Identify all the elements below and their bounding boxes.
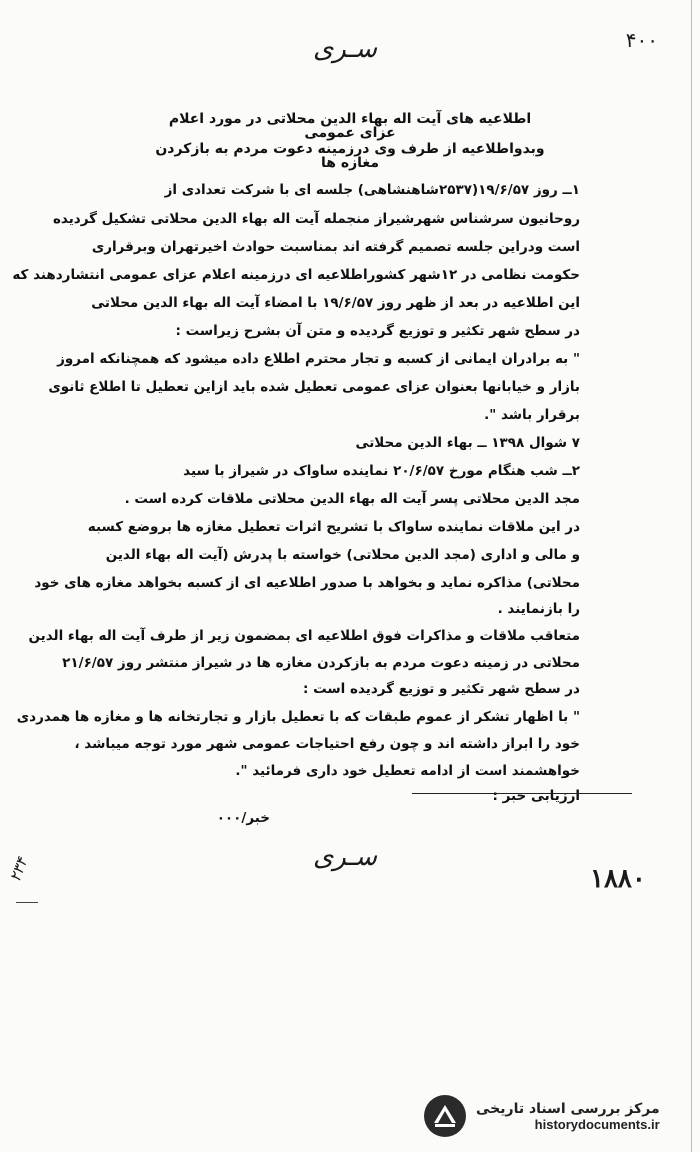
corner-mark: ۴۰۰ [625,28,658,52]
body-line: در سطح شهر تکثیر و توزیع گردیده است : [303,681,580,697]
document-title-line-1: اطلاعیه های آیت اله بهاء الدین محلاتی در مورد اعلام عزای عمومی [168,111,532,141]
body-line: را بازنمایند . [497,601,580,617]
body-line: " به برادران ایمانی از کسبه و تجار محترم اطلاع داده میشود که همچنانکه امروز [57,351,580,367]
body-line: محلاتی در زمینه دعوت مردم به بازکردن مغازه ها در شیراز منتشر روز ۲۱/۶/۵۷ [62,655,580,671]
body-line: است ودراین جلسه تصمیم گرفته اند بمناسبت حوادث اخیرتهران وبرقراری [91,239,580,255]
margin-mark [16,902,38,903]
body-line: حکومت نظامی در ۱۲شهر کشوراطلاعیه ای درزمینه اعلام عزای عمومی انتشاردهند که [12,267,580,283]
watermark [422,1090,682,1142]
body-line: در سطح شهر تکثیر و توزیع گردیده و متن آن بشرح زیراست : [175,323,580,339]
body-line: خواهشمند است از ادامه تعطیل خود داری فرمائید ". [235,763,580,779]
body-line: و مالی و اداری (مجد الدین محلاتی) خواسته با پدرش (آیت اله بهاء الدین [105,547,580,563]
body-line: در این ملاقات نماینده ساواک با تشریح اثرات تعطیل مغازه ها بروضع کسبه [87,519,580,535]
document-title-line-2: وبدواطلاعیه از طرف وی درزمینه دعوت مردم به بازکردن مغازه ها [155,141,545,171]
body-line: این اطلاعیه در بعد از ظهر روز ۱۹/۶/۵۷ با امضاء آیت اله بهاء الدین محلاتی [91,295,580,311]
page-edge-line [691,0,692,1152]
body-line: متعاقب ملاقات و مذاکرات فوق اطلاعیه ای بمضمون زیر از طرف آیت اله بهاء الدین [28,628,580,644]
body-line: خود را ابراز داشته اند و چون رفع احتیاجات عمومی شهر مورد توجه میباشد ، [74,736,580,752]
classification-bottom: سـری [312,842,378,872]
margin-note: ۲۳۴ [6,855,32,885]
footer-label: خبر/۰۰۰ [216,810,270,826]
body-line: مجد الدین محلاتی پسر آیت اله بهاء الدین محلاتی ملاقات کرده است . [124,491,580,507]
watermark-url: historydocuments.ir [534,1116,660,1132]
body-line: ۱ــ روز ۱۹/۶/۵۷(۲۵۳۷شاهنشاهی) جلسه ای با شرکت تعدادی از [164,182,580,198]
body-line: ۷ شوال ۱۳۹۸ ــ بهاء الدین محلاتی [355,435,580,451]
body-line: روحانیون سرشناس شهرشیراز منجمله آیت اله بهاء الدین محلاتی تشکیل گردیده [52,211,580,227]
watermark-text [476,1101,660,1132]
body-line: " با اظهار تشکر از عموم طبقات که با تعطیل بازار و تجارتخانه ها و مغازه ها همدردی [16,709,580,725]
body-line: ۲ــ شب هنگام مورخ ۲۰/۶/۵۷ نماینده ساواک در شیراز با سید [183,463,580,479]
watermark-title: مرکز بررسی اسناد تاریخی [476,1100,660,1117]
signature-line [412,793,632,794]
body-line: برقرار باشد ". [484,407,580,423]
page-number: ۱۸۸۰ [590,864,646,894]
body-line: محلاتی) مذاکره نماید و بخواهد با صدور اطلاعیه ای از کسبه بخواهد مغازه های خود [34,575,580,591]
archive-logo-icon [422,1093,468,1139]
classification-top: سـری [312,34,378,64]
body-line: بازار و خیابانها بعنوان عزای عمومی تعطیل شده باید ازاین تعطیل تا اطلاع ثانوی [48,379,580,395]
signature-label: ارزیابی خبر : [492,788,580,804]
